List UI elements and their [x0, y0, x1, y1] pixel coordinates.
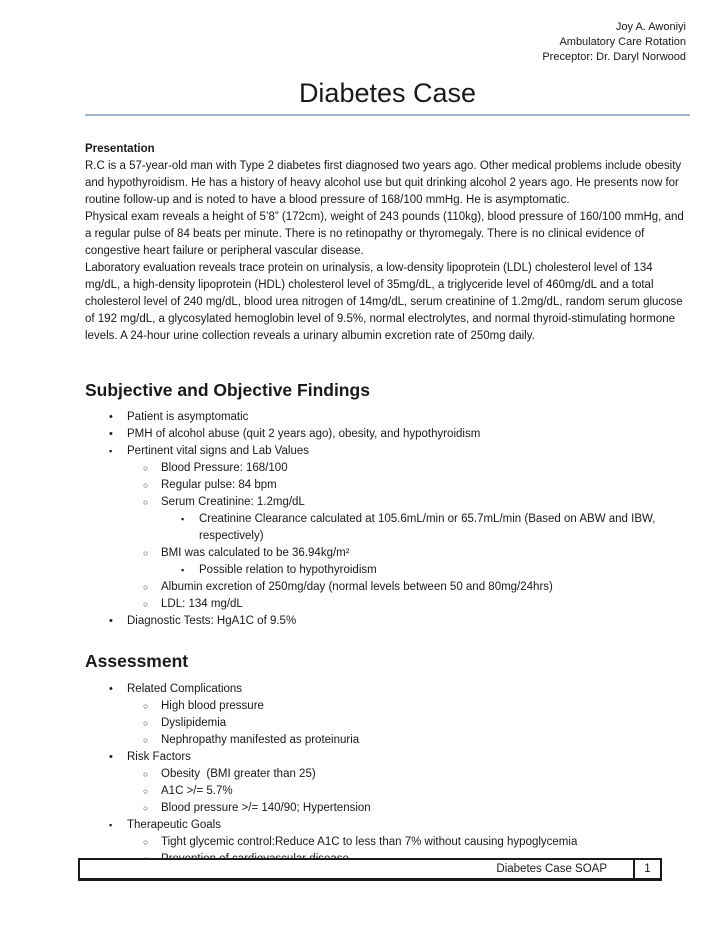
list-item: [85, 817, 690, 834]
list-item: [85, 749, 690, 766]
square-bullet-icon: ▪: [181, 514, 185, 524]
list-item-text: High blood pressure: [161, 700, 264, 712]
list-item-text: Albumin excretion of 250mg/day (normal levels between 50 and 80mg/24hrs): [161, 581, 553, 593]
list-item: [85, 477, 690, 494]
list-item-text: Blood Pressure: 168/100: [161, 462, 288, 474]
list-item: [85, 409, 690, 426]
disc-bullet-icon: •: [109, 411, 113, 423]
list-item-text: Serum Creatinine: 1.2mg/dL: [161, 496, 305, 508]
list-item: [85, 494, 690, 511]
list-item: [85, 766, 690, 783]
list-item-text: Pertinent vital signs and Lab Values: [127, 445, 309, 457]
list-item-text: BMI was calculated to be 36.94kg/m²: [161, 547, 350, 559]
document-body: [85, 141, 690, 868]
list-item: [85, 579, 690, 596]
list-item: [85, 834, 690, 851]
disc-bullet-icon: •: [109, 428, 113, 440]
circle-bullet-icon: ○: [143, 786, 149, 796]
circle-bullet-icon: ○: [143, 735, 149, 745]
list-item-text: Dyslipidemia: [161, 717, 227, 729]
list-item-text: A1C >/= 5.7%: [161, 785, 233, 797]
list-item: [85, 460, 690, 477]
list-item-text: Related Complications: [127, 683, 243, 695]
circle-bullet-icon: ○: [143, 718, 149, 728]
circle-bullet-icon: ○: [143, 548, 149, 558]
document-header: [85, 0, 686, 65]
circle-bullet-icon: ○: [143, 837, 149, 847]
list-item: [85, 596, 690, 613]
page-title: Diabetes Case: [85, 77, 690, 116]
author-name: Joy A. Awoniyi: [615, 21, 686, 33]
list-item-text: Therapeutic Goals: [127, 819, 221, 831]
list-item: [85, 545, 690, 562]
circle-bullet-icon: ○: [143, 480, 149, 490]
list-item: [85, 698, 690, 715]
list-item: [85, 613, 690, 630]
circle-bullet-icon: ○: [143, 599, 149, 609]
list-item: [85, 732, 690, 749]
disc-bullet-icon: •: [109, 615, 113, 627]
list-item-text: Patient is asymptomatic: [127, 411, 249, 423]
list-item-text: Risk Factors: [127, 751, 191, 763]
list-item: [85, 681, 690, 698]
list-item-text: Nephropathy manifested as proteinuria: [161, 734, 360, 746]
rotation-name: Ambulatory Care Rotation: [559, 36, 686, 48]
section-heading: Assessment: [85, 651, 189, 671]
list-item: [85, 443, 690, 460]
list-item: [85, 511, 690, 545]
square-bullet-icon: ▪: [109, 820, 113, 830]
list-item-text: Regular pulse: 84 bpm: [161, 479, 277, 491]
footer-table: [78, 858, 662, 881]
bullet-list: [85, 681, 690, 868]
list-item-text: Blood pressure >/= 140/90; Hypertension: [161, 802, 371, 814]
circle-bullet-icon: ○: [143, 701, 149, 711]
list-item-text: Tight glycemic control:Reduce A1C to less than 7% without causing hypoglycemia: [161, 836, 578, 848]
list-item-text: Possible relation to hypothyroidism: [199, 564, 377, 576]
footer-page-number: 1: [633, 860, 660, 878]
circle-bullet-icon: ○: [143, 497, 149, 507]
list-item-text: Creatinine Clearance calculated at 105.6mL/min or 65.7mL/min (Based on ABW and IBW, respectively): [199, 513, 659, 542]
list-item-text: PMH of alcohol abuse (quit 2 years ago), obesity, and hypothyroidism: [127, 428, 481, 440]
list-item: [85, 715, 690, 732]
presentation-heading: Presentation: [85, 143, 155, 155]
list-item: [85, 800, 690, 817]
list-item: [85, 783, 690, 800]
list-item-text: LDL: 134 mg/dL: [161, 598, 243, 610]
list-item: [85, 426, 690, 443]
circle-bullet-icon: ○: [143, 463, 149, 473]
list-item: [85, 562, 690, 579]
section-subjective-objective: [85, 379, 690, 630]
presentation-paragraph: R.C is a 57-year-old man with Type 2 diabetes first diagnosed two years ago. Other medical problems include obesity and hypothyroidism. He has a history of heavy alcohol use but quit drinking alcohol 2 years ago. He presents now for routine follow-up and is noted to have a blood pressure of 168/100 mmHg. He is asymptomatic.: [85, 160, 682, 206]
disc-bullet-icon: •: [109, 751, 113, 763]
section-assessment: [85, 650, 690, 868]
presentation-paragraph: Physical exam reveals a height of 5’8” (172cm), weight of 243 pounds (110kg), blood pressure of 160/100 mmHg, and a regular pulse of 84 beats per minute. There is no retinopathy or thyromegaly. There is no clinical evidence of congestive heart failure or peripheral vascular disease.: [85, 211, 684, 257]
circle-bullet-icon: ○: [143, 803, 149, 813]
circle-bullet-icon: ○: [143, 582, 149, 592]
circle-bullet-icon: ○: [143, 769, 149, 779]
square-bullet-icon: ▪: [109, 446, 113, 456]
list-item-text: Obesity (BMI greater than 25): [161, 768, 316, 780]
presentation-paragraph: Laboratory evaluation reveals trace protein on urinalysis, a low-density lipoprotein (LDL) cholesterol level of 134 mg/dL, a high-density lipoprotein (HDL) cholesterol level of 35mg/dL, a triglyceride level of 460mg/dL and a total cholesterol level of 240 mg/dL, blood urea nitrogen of 14mg/dL, serum creatinine of 1.2mg/dL, random serum glucose of 192 mg/dL, a glycosylated hemoglobin level of 9.5%, normal electrolytes, and normal thyroid-stimulating hormone levels. A 24-hour urine collection reveals a urinary albumin excretion rate of 250mg daily.: [85, 262, 683, 342]
preceptor-name: Preceptor: Dr. Daryl Norwood: [542, 51, 686, 63]
disc-bullet-icon: •: [109, 683, 113, 695]
section-heading: Subjective and Objective Findings: [85, 380, 370, 400]
square-bullet-icon: ▪: [181, 565, 185, 575]
footer-document-label: Diabetes Case SOAP: [496, 863, 607, 875]
list-item-text: Diagnostic Tests: HgA1C of 9.5%: [127, 615, 297, 627]
bullet-list: [85, 409, 690, 630]
